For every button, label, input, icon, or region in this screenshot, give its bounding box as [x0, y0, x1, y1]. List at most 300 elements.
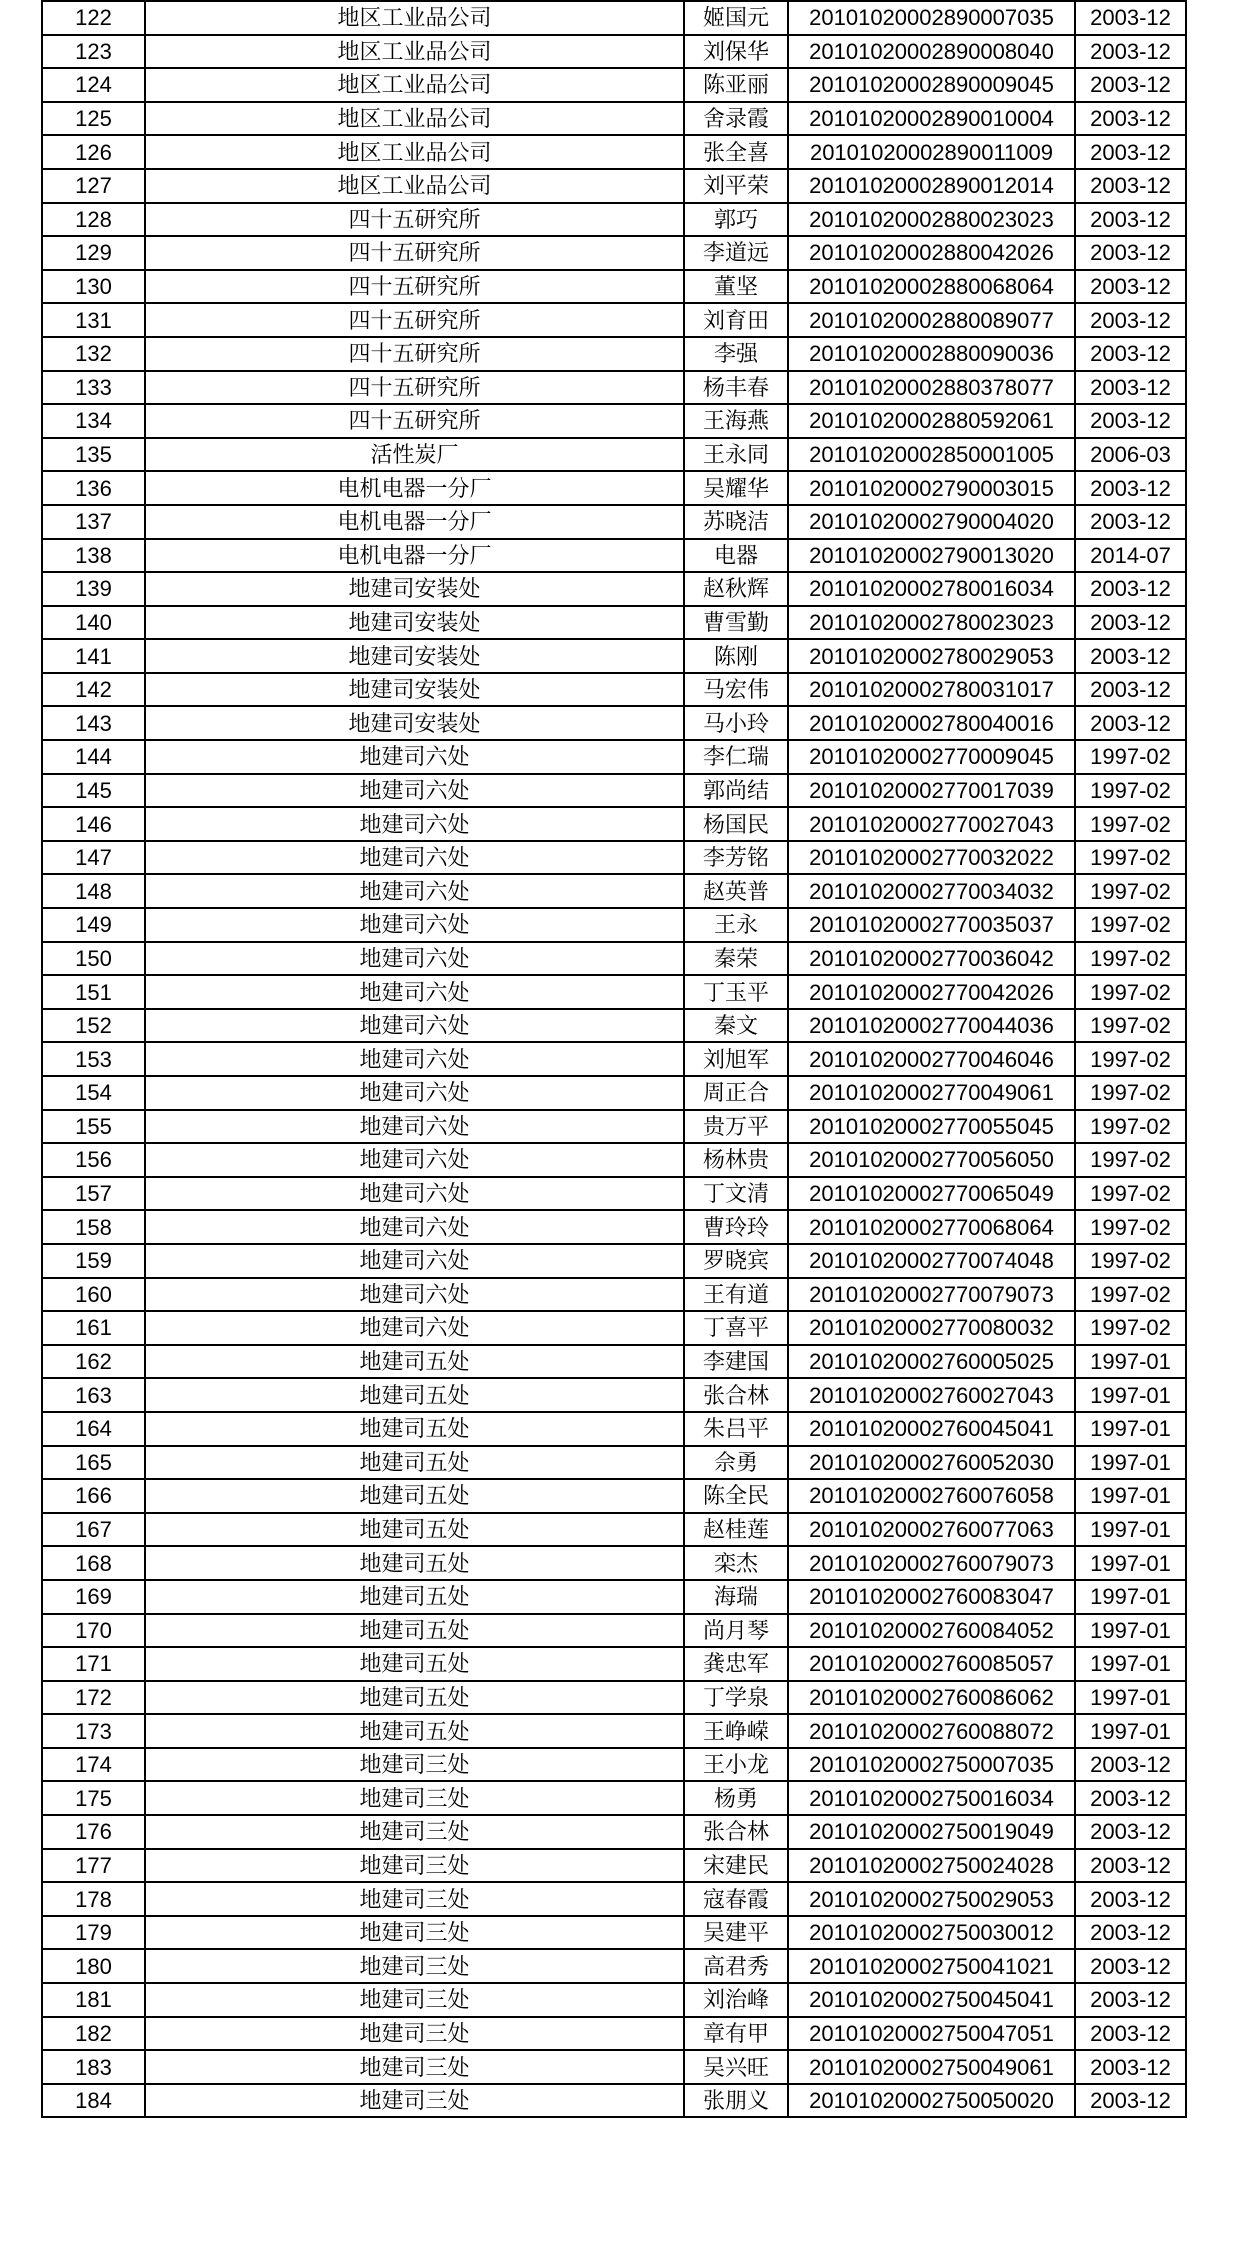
row-number-cell: 173: [42, 1714, 145, 1748]
account-number-cell: 20101020002770079073: [788, 1278, 1075, 1312]
name-cell: 王小龙: [684, 1748, 788, 1782]
table-row: [42, 1781, 1186, 1815]
unit-cell: 地建司五处: [145, 1614, 684, 1648]
name-cell: 周正合: [684, 1076, 788, 1110]
account-number-cell: 20101020002890008040: [788, 35, 1075, 69]
table-row: [42, 102, 1186, 136]
account-number-cell: 20101020002760084052: [788, 1614, 1075, 1648]
account-number-cell: 20101020002760077063: [788, 1513, 1075, 1547]
name-cell: 王峥嵘: [684, 1714, 788, 1748]
date-cell: 1997-02: [1075, 942, 1186, 976]
unit-cell: 地建司六处: [145, 908, 684, 942]
unit-cell: 地建司五处: [145, 1714, 684, 1748]
row-number-cell: 183: [42, 2050, 145, 2084]
unit-cell: 四十五研究所: [145, 404, 684, 438]
account-number-cell: 20101020002750024028: [788, 1849, 1075, 1883]
row-number-cell: 137: [42, 505, 145, 539]
table-row: [42, 1210, 1186, 1244]
table-row: [42, 471, 1186, 505]
name-cell: 刘育田: [684, 303, 788, 337]
account-number-cell: 20101020002780016034: [788, 572, 1075, 606]
unit-cell: 地建司五处: [145, 1546, 684, 1580]
name-cell: 杨国民: [684, 807, 788, 841]
table-row: [42, 1513, 1186, 1547]
account-number-cell: 20101020002770046046: [788, 1042, 1075, 1076]
name-cell: 赵英普: [684, 874, 788, 908]
table-row: [42, 35, 1186, 69]
unit-cell: 地建司安装处: [145, 673, 684, 707]
account-number-cell: 20101020002880592061: [788, 404, 1075, 438]
date-cell: 1997-02: [1075, 807, 1186, 841]
unit-cell: 地建司六处: [145, 1143, 684, 1177]
date-cell: 2003-12: [1075, 35, 1186, 69]
row-number-cell: 136: [42, 471, 145, 505]
name-cell: 王永: [684, 908, 788, 942]
table-row: [42, 1815, 1186, 1849]
date-cell: 1997-01: [1075, 1446, 1186, 1480]
date-cell: 1997-01: [1075, 1681, 1186, 1715]
account-number-cell: 20101020002890007035: [788, 1, 1075, 35]
date-cell: 2003-12: [1075, 203, 1186, 237]
table-row: [42, 1983, 1186, 2017]
table-row: [42, 975, 1186, 1009]
unit-cell: 地区工业品公司: [145, 68, 684, 102]
name-cell: 陈刚: [684, 639, 788, 673]
row-number-cell: 159: [42, 1244, 145, 1278]
unit-cell: 地建司六处: [145, 1076, 684, 1110]
unit-cell: 四十五研究所: [145, 270, 684, 304]
table-row: [42, 1009, 1186, 1043]
date-cell: 1997-02: [1075, 874, 1186, 908]
table-row: [42, 135, 1186, 169]
row-number-cell: 152: [42, 1009, 145, 1043]
table-row: [42, 572, 1186, 606]
row-number-cell: 135: [42, 438, 145, 472]
date-cell: 2003-12: [1075, 371, 1186, 405]
date-cell: 2003-12: [1075, 135, 1186, 169]
name-cell: 龚忠军: [684, 1647, 788, 1681]
date-cell: 1997-01: [1075, 1345, 1186, 1379]
date-cell: 1997-02: [1075, 1143, 1186, 1177]
name-cell: 郭尚结: [684, 774, 788, 808]
table-row: [42, 1681, 1186, 1715]
row-number-cell: 170: [42, 1614, 145, 1648]
name-cell: 吴耀华: [684, 471, 788, 505]
records-table-body: [42, 1, 1186, 2117]
account-number-cell: 20101020002750019049: [788, 1815, 1075, 1849]
name-cell: 尚月琴: [684, 1614, 788, 1648]
row-number-cell: 125: [42, 102, 145, 136]
account-number-cell: 20101020002880023023: [788, 203, 1075, 237]
account-number-cell: 20101020002770044036: [788, 1009, 1075, 1043]
name-cell: 张朋义: [684, 2084, 788, 2118]
name-cell: 曹玲玲: [684, 1210, 788, 1244]
table-row: [42, 236, 1186, 270]
date-cell: 2003-12: [1075, 169, 1186, 203]
table-row: [42, 1849, 1186, 1883]
date-cell: 1997-01: [1075, 1714, 1186, 1748]
row-number-cell: 167: [42, 1513, 145, 1547]
name-cell: 寇春霞: [684, 1882, 788, 1916]
table-row: [42, 1916, 1186, 1950]
name-cell: 王海燕: [684, 404, 788, 438]
date-cell: 2003-12: [1075, 606, 1186, 640]
account-number-cell: 20101020002780040016: [788, 706, 1075, 740]
unit-cell: 地建司五处: [145, 1412, 684, 1446]
row-number-cell: 176: [42, 1815, 145, 1849]
date-cell: 2003-12: [1075, 1, 1186, 35]
row-number-cell: 155: [42, 1110, 145, 1144]
table-row: [42, 1278, 1186, 1312]
name-cell: 张全喜: [684, 135, 788, 169]
account-number-cell: 20101020002750030012: [788, 1916, 1075, 1950]
date-cell: 2003-12: [1075, 639, 1186, 673]
date-cell: 2003-12: [1075, 236, 1186, 270]
unit-cell: 地建司六处: [145, 942, 684, 976]
unit-cell: 地建司五处: [145, 1345, 684, 1379]
date-cell: 2003-12: [1075, 404, 1186, 438]
row-number-cell: 161: [42, 1311, 145, 1345]
name-cell: 贵万平: [684, 1110, 788, 1144]
account-number-cell: 20101020002770080032: [788, 1311, 1075, 1345]
row-number-cell: 184: [42, 2084, 145, 2118]
unit-cell: 电机电器一分厂: [145, 539, 684, 573]
account-number-cell: 20101020002770074048: [788, 1244, 1075, 1278]
table-row: [42, 1244, 1186, 1278]
account-number-cell: 20101020002880089077: [788, 303, 1075, 337]
unit-cell: 地建司三处: [145, 1882, 684, 1916]
account-number-cell: 20101020002760088072: [788, 1714, 1075, 1748]
table-row: [42, 1143, 1186, 1177]
account-number-cell: 20101020002880378077: [788, 371, 1075, 405]
unit-cell: 电机电器一分厂: [145, 505, 684, 539]
date-cell: 1997-01: [1075, 1412, 1186, 1446]
row-number-cell: 162: [42, 1345, 145, 1379]
table-row: [42, 1647, 1186, 1681]
name-cell: 马小玲: [684, 706, 788, 740]
table-row: [42, 1714, 1186, 1748]
table-row: [42, 1412, 1186, 1446]
date-cell: 2003-12: [1075, 270, 1186, 304]
table-row: [42, 337, 1186, 371]
date-cell: 1997-02: [1075, 1177, 1186, 1211]
table-row: [42, 1748, 1186, 1782]
table-row: [42, 606, 1186, 640]
name-cell: 栾杰: [684, 1546, 788, 1580]
date-cell: 1997-02: [1075, 740, 1186, 774]
table-row: [42, 2084, 1186, 2118]
date-cell: 1997-02: [1075, 1311, 1186, 1345]
date-cell: 1997-02: [1075, 1009, 1186, 1043]
row-number-cell: 123: [42, 35, 145, 69]
account-number-cell: 20101020002890009045: [788, 68, 1075, 102]
account-number-cell: 20101020002770036042: [788, 942, 1075, 976]
name-cell: 海瑞: [684, 1580, 788, 1614]
date-cell: 1997-01: [1075, 1614, 1186, 1648]
date-cell: 1997-02: [1075, 1244, 1186, 1278]
account-number-cell: 20101020002750016034: [788, 1781, 1075, 1815]
row-number-cell: 126: [42, 135, 145, 169]
unit-cell: 地建司三处: [145, 1815, 684, 1849]
name-cell: 秦荣: [684, 942, 788, 976]
date-cell: 2003-12: [1075, 1983, 1186, 2017]
row-number-cell: 182: [42, 2017, 145, 2051]
date-cell: 1997-02: [1075, 1278, 1186, 1312]
unit-cell: 地区工业品公司: [145, 1, 684, 35]
row-number-cell: 168: [42, 1546, 145, 1580]
name-cell: 罗晓宾: [684, 1244, 788, 1278]
row-number-cell: 153: [42, 1042, 145, 1076]
unit-cell: 地建司三处: [145, 2050, 684, 2084]
account-number-cell: 20101020002770055045: [788, 1110, 1075, 1144]
date-cell: 1997-02: [1075, 1042, 1186, 1076]
account-number-cell: 20101020002760076058: [788, 1479, 1075, 1513]
row-number-cell: 169: [42, 1580, 145, 1614]
account-number-cell: 20101020002890010004: [788, 102, 1075, 136]
account-number-cell: 20101020002880090036: [788, 337, 1075, 371]
row-number-cell: 150: [42, 942, 145, 976]
account-number-cell: 20101020002760052030: [788, 1446, 1075, 1480]
account-number-cell: 20101020002770009045: [788, 740, 1075, 774]
date-cell: 1997-01: [1075, 1546, 1186, 1580]
row-number-cell: 122: [42, 1, 145, 35]
row-number-cell: 171: [42, 1647, 145, 1681]
unit-cell: 地建司三处: [145, 1748, 684, 1782]
row-number-cell: 139: [42, 572, 145, 606]
name-cell: 李道远: [684, 236, 788, 270]
name-cell: 朱吕平: [684, 1412, 788, 1446]
name-cell: 吴建平: [684, 1916, 788, 1950]
row-number-cell: 147: [42, 841, 145, 875]
unit-cell: 地建司安装处: [145, 639, 684, 673]
account-number-cell: 20101020002760083047: [788, 1580, 1075, 1614]
account-number-cell: 20101020002890012014: [788, 169, 1075, 203]
date-cell: 2003-12: [1075, 1849, 1186, 1883]
row-number-cell: 180: [42, 1949, 145, 1983]
name-cell: 李强: [684, 337, 788, 371]
name-cell: 杨林贵: [684, 1143, 788, 1177]
row-number-cell: 133: [42, 371, 145, 405]
table-row: [42, 1076, 1186, 1110]
account-number-cell: 20101020002770032022: [788, 841, 1075, 875]
account-number-cell: 20101020002750047051: [788, 2017, 1075, 2051]
unit-cell: 地建司五处: [145, 1681, 684, 1715]
account-number-cell: 20101020002790013020: [788, 539, 1075, 573]
name-cell: 秦文: [684, 1009, 788, 1043]
table-row: [42, 807, 1186, 841]
row-number-cell: 157: [42, 1177, 145, 1211]
table-row: [42, 169, 1186, 203]
unit-cell: 地建司六处: [145, 1177, 684, 1211]
row-number-cell: 131: [42, 303, 145, 337]
account-number-cell: 20101020002760079073: [788, 1546, 1075, 1580]
table-row: [42, 371, 1186, 405]
unit-cell: 地建司六处: [145, 774, 684, 808]
row-number-cell: 172: [42, 1681, 145, 1715]
name-cell: 舍录霞: [684, 102, 788, 136]
unit-cell: 地建司五处: [145, 1446, 684, 1480]
table-row: [42, 505, 1186, 539]
date-cell: 2003-12: [1075, 2084, 1186, 2118]
row-number-cell: 143: [42, 706, 145, 740]
table-row: [42, 303, 1186, 337]
table-row: [42, 706, 1186, 740]
name-cell: 陈亚丽: [684, 68, 788, 102]
unit-cell: 四十五研究所: [145, 371, 684, 405]
name-cell: 姬国元: [684, 1, 788, 35]
date-cell: 1997-02: [1075, 1210, 1186, 1244]
name-cell: 吴兴旺: [684, 2050, 788, 2084]
account-number-cell: 20101020002750045041: [788, 1983, 1075, 2017]
table-row: [42, 1177, 1186, 1211]
account-number-cell: 20101020002880068064: [788, 270, 1075, 304]
date-cell: 2003-12: [1075, 1781, 1186, 1815]
unit-cell: 电机电器一分厂: [145, 471, 684, 505]
name-cell: 杨丰春: [684, 371, 788, 405]
date-cell: 1997-01: [1075, 1378, 1186, 1412]
account-number-cell: 20101020002770027043: [788, 807, 1075, 841]
name-cell: 赵桂莲: [684, 1513, 788, 1547]
row-number-cell: 127: [42, 169, 145, 203]
unit-cell: 地建司五处: [145, 1647, 684, 1681]
date-cell: 1997-01: [1075, 1580, 1186, 1614]
unit-cell: 四十五研究所: [145, 337, 684, 371]
unit-cell: 地区工业品公司: [145, 102, 684, 136]
table-row: [42, 774, 1186, 808]
account-number-cell: 20101020002750007035: [788, 1748, 1075, 1782]
account-number-cell: 20101020002780031017: [788, 673, 1075, 707]
row-number-cell: 177: [42, 1849, 145, 1883]
date-cell: 2003-12: [1075, 673, 1186, 707]
unit-cell: 地建司六处: [145, 1311, 684, 1345]
row-number-cell: 158: [42, 1210, 145, 1244]
table-row: [42, 539, 1186, 573]
row-number-cell: 130: [42, 270, 145, 304]
row-number-cell: 175: [42, 1781, 145, 1815]
row-number-cell: 163: [42, 1378, 145, 1412]
row-number-cell: 160: [42, 1278, 145, 1312]
account-number-cell: 20101020002780029053: [788, 639, 1075, 673]
unit-cell: 地建司三处: [145, 2017, 684, 2051]
account-number-cell: 20101020002850001005: [788, 438, 1075, 472]
date-cell: 2003-12: [1075, 303, 1186, 337]
date-cell: 2006-03: [1075, 438, 1186, 472]
table-row: [42, 673, 1186, 707]
date-cell: 1997-02: [1075, 1076, 1186, 1110]
date-cell: 2003-12: [1075, 1949, 1186, 1983]
date-cell: 1997-01: [1075, 1479, 1186, 1513]
unit-cell: 地建司六处: [145, 841, 684, 875]
row-number-cell: 132: [42, 337, 145, 371]
row-number-cell: 179: [42, 1916, 145, 1950]
name-cell: 郭巧: [684, 203, 788, 237]
table-row: [42, 1949, 1186, 1983]
table-row: [42, 1546, 1186, 1580]
unit-cell: 地建司安装处: [145, 706, 684, 740]
account-number-cell: 20101020002760086062: [788, 1681, 1075, 1715]
account-number-cell: 20101020002750050020: [788, 2084, 1075, 2118]
account-number-cell: 20101020002780023023: [788, 606, 1075, 640]
account-number-cell: 20101020002770068064: [788, 1210, 1075, 1244]
name-cell: 马宏伟: [684, 673, 788, 707]
unit-cell: 地建司六处: [145, 1110, 684, 1144]
account-number-cell: 20101020002770035037: [788, 908, 1075, 942]
name-cell: 丁玉平: [684, 975, 788, 1009]
unit-cell: 地建司六处: [145, 807, 684, 841]
table-row: [42, 1345, 1186, 1379]
unit-cell: 地建司六处: [145, 1009, 684, 1043]
date-cell: 2003-12: [1075, 706, 1186, 740]
row-number-cell: 151: [42, 975, 145, 1009]
date-cell: 2003-12: [1075, 1815, 1186, 1849]
name-cell: 董坚: [684, 270, 788, 304]
table-row: [42, 874, 1186, 908]
account-number-cell: 20101020002880042026: [788, 236, 1075, 270]
row-number-cell: 174: [42, 1748, 145, 1782]
name-cell: 刘治峰: [684, 1983, 788, 2017]
unit-cell: 地建司安装处: [145, 572, 684, 606]
row-number-cell: 146: [42, 807, 145, 841]
unit-cell: 地建司六处: [145, 1244, 684, 1278]
unit-cell: 地建司六处: [145, 975, 684, 1009]
name-cell: 电器: [684, 539, 788, 573]
name-cell: 高君秀: [684, 1949, 788, 1983]
row-number-cell: 144: [42, 740, 145, 774]
unit-cell: 地建司三处: [145, 1949, 684, 1983]
date-cell: 2003-12: [1075, 1882, 1186, 1916]
unit-cell: 四十五研究所: [145, 236, 684, 270]
row-number-cell: 124: [42, 68, 145, 102]
name-cell: 章有甲: [684, 2017, 788, 2051]
unit-cell: 地建司五处: [145, 1513, 684, 1547]
row-number-cell: 128: [42, 203, 145, 237]
date-cell: 1997-02: [1075, 774, 1186, 808]
date-cell: 1997-01: [1075, 1513, 1186, 1547]
account-number-cell: 20101020002760027043: [788, 1378, 1075, 1412]
table-row: [42, 1311, 1186, 1345]
table-row: [42, 1446, 1186, 1480]
unit-cell: 地建司三处: [145, 2084, 684, 2118]
account-number-cell: 20101020002760085057: [788, 1647, 1075, 1681]
unit-cell: 地建司三处: [145, 1849, 684, 1883]
name-cell: 丁学泉: [684, 1681, 788, 1715]
table-row: [42, 1882, 1186, 1916]
row-number-cell: 129: [42, 236, 145, 270]
unit-cell: 地建司六处: [145, 874, 684, 908]
table-row: [42, 1378, 1186, 1412]
row-number-cell: 134: [42, 404, 145, 438]
table-row: [42, 908, 1186, 942]
date-cell: 2003-12: [1075, 505, 1186, 539]
name-cell: 曹雪勤: [684, 606, 788, 640]
table-row: [42, 1614, 1186, 1648]
date-cell: 2003-12: [1075, 68, 1186, 102]
account-number-cell: 20101020002760045041: [788, 1412, 1075, 1446]
table-row: [42, 270, 1186, 304]
table-row: [42, 942, 1186, 976]
name-cell: 宋建民: [684, 1849, 788, 1883]
name-cell: 李仁瑞: [684, 740, 788, 774]
unit-cell: 活性炭厂: [145, 438, 684, 472]
name-cell: 丁文清: [684, 1177, 788, 1211]
row-number-cell: 166: [42, 1479, 145, 1513]
date-cell: 2003-12: [1075, 471, 1186, 505]
table-row: [42, 404, 1186, 438]
unit-cell: 地建司六处: [145, 1042, 684, 1076]
row-number-cell: 154: [42, 1076, 145, 1110]
date-cell: 2003-12: [1075, 337, 1186, 371]
name-cell: 杨勇: [684, 1781, 788, 1815]
